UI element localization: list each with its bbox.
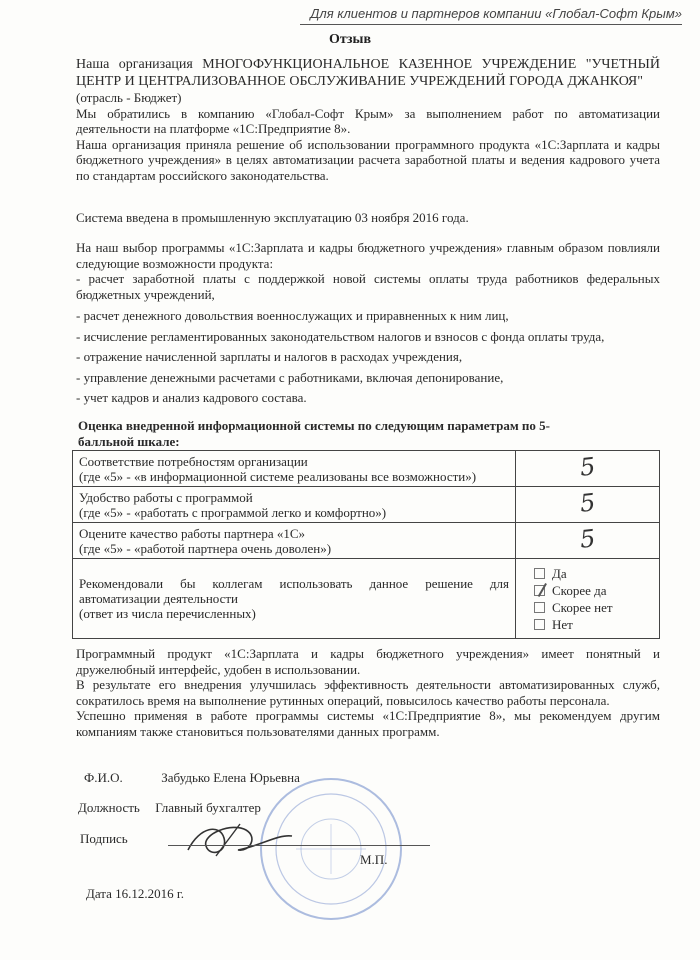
rating-table <box>72 450 660 639</box>
recommend-option[interactable] <box>534 616 653 633</box>
rating-row <box>73 451 660 487</box>
intro-block <box>76 56 660 183</box>
date-line: Дата 16.12.2016 г. <box>86 886 185 901</box>
choice-block <box>76 240 660 409</box>
feature-item: - расчет заработной платы с поддержкой новой системы оплаты труда работников федеральных бюджетных учреждений, <box>76 271 660 302</box>
position-label: Должность <box>78 800 140 815</box>
rating-score-cell <box>516 451 660 487</box>
recommend-row <box>73 559 660 639</box>
signature-underline <box>168 845 430 846</box>
decision-paragraph: Наша организация приняла решение об использовании программного продукта «1С:Зарплата и кадры бюджетного учреждения» в целях автоматизации расчета заработной платы и ведения кадрового учета по стандартам российского законодательства. <box>76 136 660 183</box>
contact-paragraph: Мы обратились в компанию «Глобал-Софт Крым» за выполнением работ по автоматизации деятельности на платформе «1С:Предприятие 8». <box>76 105 660 136</box>
rating-hint: (где «5» - «работой партнера очень доволен») <box>79 540 332 556</box>
rating-criterion-cell <box>73 451 516 487</box>
rating-criterion: Удобство работы с программой <box>79 489 253 505</box>
rating-criterion-cell <box>73 487 516 523</box>
rating-score-cell <box>516 487 660 523</box>
checkbox-icon[interactable] <box>534 568 545 579</box>
recommend-option[interactable] <box>534 582 653 599</box>
rating-score-cell <box>516 523 660 559</box>
signature-row <box>80 831 154 847</box>
rating-criterion: Соответствие потребностям организации <box>79 453 308 469</box>
recommend-paragraph: Успешно применяя в работе программы системы «1С:Предприятие 8», мы рекомендуем другим компаниям также становиться пользователями данных программ. <box>76 708 660 739</box>
name-label: Ф.И.О. <box>84 770 123 785</box>
seal-label: М.П. <box>360 852 388 867</box>
rating-score: 5 <box>578 487 597 518</box>
checkbox-checked-icon[interactable] <box>534 585 545 596</box>
rating-score: 5 <box>578 451 597 482</box>
feature-item: - исчисление регламентированных законодательством налогов и взносов с фонда оплаты труда, <box>76 328 605 344</box>
option-label: Да <box>552 565 567 581</box>
checkbox-icon[interactable] <box>534 619 545 630</box>
rating-hint: (где «5» - «работать с программой легко и комфортно») <box>79 504 387 520</box>
rating-criterion-cell <box>73 523 516 559</box>
recommend-option[interactable] <box>534 565 653 582</box>
rating-row <box>73 487 660 523</box>
rating-hint: (где «5» - «в информационной системе реализованы все возможности») <box>79 468 477 484</box>
feature-list <box>76 271 660 409</box>
rating-criterion: Оцените качество работы партнера «1С» <box>79 525 306 541</box>
interface-paragraph: Программный продукт «1С:Зарплата и кадры бюджетного учреждения» имеет понятный и дружелюбный интерфейс, удобен в использовании. <box>76 646 660 677</box>
industry-line: (отрасль - Бюджет) <box>76 90 182 105</box>
rating-score: 5 <box>578 523 597 554</box>
rating-heading: Оценка внедренной информационной системы по следующим параметрам по 5-балльной шкале: <box>78 418 551 449</box>
option-label: Скорее нет <box>552 599 613 615</box>
feature-item: - расчет денежного довольствия военнослужащих и приравненных к ним лиц, <box>76 308 509 323</box>
feature-item: - управление денежными расчетами с работниками, включая депонирование, <box>76 369 504 385</box>
recommend-question-cell <box>73 559 516 639</box>
option-label: Скорее да <box>552 582 607 598</box>
checkbox-icon[interactable] <box>534 602 545 613</box>
option-label: Нет <box>552 616 573 632</box>
signatory-position: Главный бухгалтер <box>155 800 261 815</box>
result-paragraph: В результате его внедрения улучшилась эффективность деятельности автоматизированных служб, сократилось время на выполнение рутинных операций, повысилось качество работы персонала. <box>76 677 660 708</box>
signature-label: Подпись <box>80 831 128 846</box>
document-title: Отзыв <box>328 32 372 47</box>
choice-paragraph: На наш выбор программы «1С:Зарплата и кадры бюджетного учреждения» главным образом повлияли следующие возможности продукта: <box>76 240 660 271</box>
closing-block <box>76 646 660 739</box>
position-row <box>78 800 261 816</box>
recommend-option[interactable] <box>534 599 653 616</box>
recommend-hint: (ответ из числа перечисленных) <box>79 606 256 621</box>
header-rule <box>300 24 682 25</box>
signature-icon <box>180 816 300 866</box>
recommend-options-cell <box>516 559 660 639</box>
organization-line: Наша организация МНОГОФУНКЦИОНАЛЬНОЕ КАЗЕННОЕ УЧРЕЖДЕНИЕ "УЧЕТНЫЙ ЦЕНТР И ЦЕНТРАЛИЗОВАННОЕ ОБСЛУЖИВАНИЕ УЧРЕЖДЕНИЙ ГОРОДА ДЖАНКОЯ" <box>76 57 660 89</box>
header-note: Для клиентов и партнеров компании «Глобал-Софт Крым» <box>310 6 682 21</box>
signatory-name: Забудько Елена Юрьевна <box>161 770 300 785</box>
rating-row <box>73 523 660 559</box>
feature-item: - учет кадров и анализ кадрового состава. <box>76 390 307 405</box>
feature-item: - отражение начисленной зарплаты и налогов в расходах учреждения, <box>76 349 463 364</box>
recommend-question: Рекомендовали бы коллегам использовать данное решение для автоматизации деятельности <box>79 576 509 606</box>
launch-paragraph: Система введена в промышленную эксплуатацию 03 ноября 2016 года. <box>76 210 469 225</box>
